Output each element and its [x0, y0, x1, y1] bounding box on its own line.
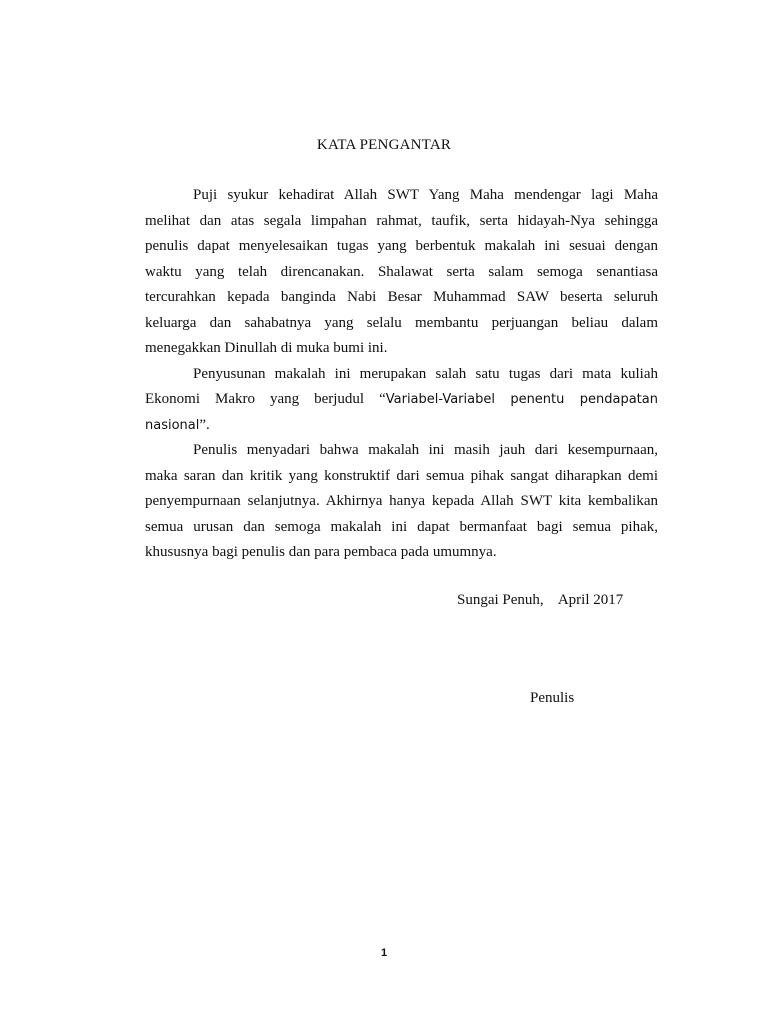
paragraph-line: penulis dapat menyelesaikan tugas yang berbentuk makalah ini sesuai dengan	[145, 238, 658, 254]
paragraph-line: Penyusunan makalah ini merupakan salah satu tugas dari mata kuliah	[193, 365, 658, 382]
paragraph-line: keluarga dan sahabatnya yang selalu membantu perjuangan beliau dalam	[145, 314, 658, 331]
makalah-title: Variabel-Variabel penentu pendapatan nasional	[145, 392, 658, 433]
paragraph-line: khususnya bagi penulis dan para pembaca pada umumnya.	[145, 544, 497, 560]
place-date: Sungai Penuh, April 2017	[457, 592, 624, 608]
signature: Penulis	[530, 690, 575, 706]
paragraph-line: menegakkan Dinullah di muka bumi ini.	[145, 340, 388, 356]
paragraph-2	[145, 362, 658, 439]
paragraph-line: semua urusan dan semoga makalah ini dapat bermanfaat bagi semua pihak,	[145, 518, 658, 535]
page-number: 1	[380, 947, 388, 959]
paragraph-line	[145, 387, 658, 438]
paragraph-line: melihat dan atas segala limpahan rahmat, taufik, serta hidayah-Nya sehingga	[145, 212, 658, 229]
paragraph-3	[145, 438, 658, 566]
paragraph-line: Penulis menyadari bahwa makalah ini masih jauh dari kesempurnaan,	[193, 442, 658, 458]
paragraph-line: penyempurnaan selanjutnya. Akhirnya hanya kepada Allah SWT kita kembalikan	[145, 493, 658, 509]
paragraph-line: tercurahkan kepada banginda Nabi Besar Muhammad SAW beserta seluruh	[145, 289, 658, 305]
text-run: ”.	[199, 416, 210, 433]
paragraph-line: Puji syukur kehadirat Allah SWT Yang Maha mendengar lagi Maha	[193, 187, 658, 203]
paragraph-line: maka saran dan kritik yang konstruktif dari semua pihak sangat diharapkan demi	[145, 467, 658, 484]
page-title: KATA PENGANTAR	[316, 137, 452, 153]
paragraph-1	[145, 183, 658, 362]
document-body	[145, 183, 658, 566]
text-run: Ekonomi Makro yang berjudul “	[145, 391, 386, 407]
paragraph-line: waktu yang telah direncanakan. Shalawat serta salam semoga senantiasa	[145, 263, 658, 280]
